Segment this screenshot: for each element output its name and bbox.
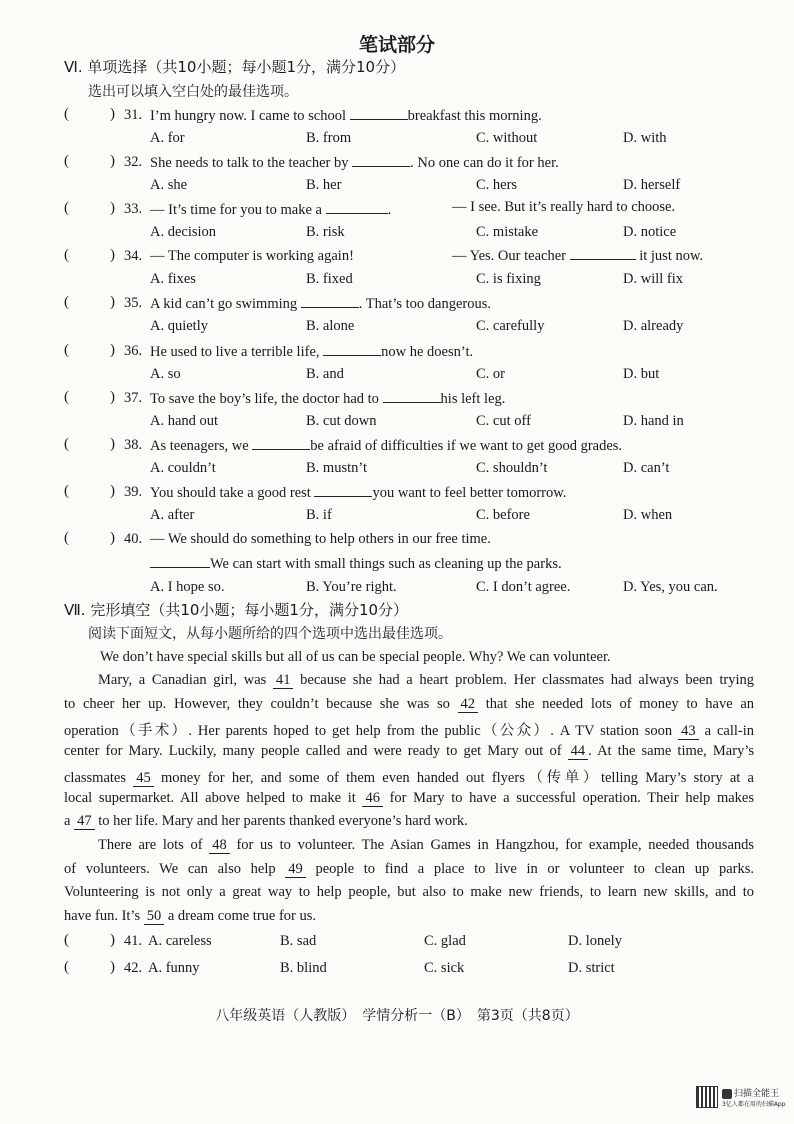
option-b[interactable]: B. if	[306, 507, 332, 523]
question-number: 34.	[124, 248, 143, 264]
question-text: To save the boy’s life, the doctor had to his left leg.	[150, 391, 506, 407]
option-c[interactable]: C. glad	[424, 933, 466, 949]
answer-paren-open: (	[64, 530, 69, 546]
answer-paren-open: (	[64, 342, 69, 358]
passage-line: a 47 to her life. Mary and her parents thanked everyone’s hard work.	[64, 813, 468, 829]
option-d[interactable]: D. but	[623, 366, 660, 382]
option-d[interactable]: D. notice	[623, 224, 677, 240]
question-number: 35.	[124, 295, 143, 311]
passage-line: have fun. It’s 50 a dream come true for us.	[64, 908, 317, 924]
answer-blank[interactable]	[570, 247, 636, 260]
answer-paren-close: )	[110, 200, 115, 216]
blank-50[interactable]: 50	[144, 908, 165, 925]
blank-43[interactable]: 43	[678, 723, 699, 740]
option-a[interactable]: A. I hope so.	[150, 579, 225, 595]
option-c[interactable]: C. is fixing	[476, 271, 541, 287]
option-a[interactable]: A. decision	[150, 224, 217, 240]
blank-45[interactable]: 45	[133, 770, 154, 787]
blank-47[interactable]: 47	[74, 813, 95, 830]
answer-paren-open: (	[64, 436, 69, 452]
blank-44[interactable]: 44	[568, 743, 589, 760]
blank-46[interactable]: 46	[362, 790, 383, 807]
option-b[interactable]: B. her	[306, 177, 342, 193]
answer-paren-open: (	[64, 247, 69, 263]
answer-paren-open: (	[64, 389, 69, 405]
option-a[interactable]: A. hand out	[150, 413, 219, 429]
question-number: 41.	[124, 933, 143, 949]
answer-paren-open: (	[64, 153, 69, 169]
option-c[interactable]: C. shouldn’t	[476, 460, 548, 476]
question-text: She needs to talk to the teacher by . No one can do it for her.	[150, 155, 559, 171]
option-b[interactable]: B. from	[306, 130, 352, 146]
option-a[interactable]: A. so	[150, 366, 181, 382]
option-b[interactable]: B. You’re right.	[306, 579, 397, 595]
scanner-logo-icon	[722, 1089, 732, 1099]
question-number: 42.	[124, 960, 143, 976]
option-b[interactable]: B. and	[306, 366, 344, 382]
question-text: A kid can’t go swimming . That’s too dangerous.	[150, 296, 492, 312]
option-b[interactable]: B. alone	[306, 318, 355, 334]
option-d[interactable]: D. strict	[568, 960, 615, 976]
option-b[interactable]: B. blind	[280, 960, 327, 976]
option-c[interactable]: C. mistake	[476, 224, 539, 240]
answer-paren-close: )	[110, 106, 115, 122]
answer-paren-close: )	[110, 483, 115, 499]
option-a[interactable]: A. fixes	[150, 271, 196, 287]
answer-paren-close: )	[110, 247, 115, 263]
question-text: You should take a good rest you want to feel better tomorrow.	[150, 485, 567, 501]
option-a[interactable]: A. careless	[148, 933, 212, 949]
option-d[interactable]: D. will fix	[623, 271, 684, 287]
answer-blank[interactable]	[150, 555, 210, 568]
option-c[interactable]: C. carefully	[476, 318, 545, 334]
answer-paren-close: )	[110, 153, 115, 169]
passage-line: classmates 45 money for her, and some of them even handed out flyers（传单）telling Mary’s story at a	[64, 770, 754, 786]
scanner-watermark: 扫描全能王 3亿人都在用的扫描App	[722, 1089, 786, 1108]
answer-paren-open: (	[64, 294, 69, 310]
question-text: As teenagers, we be afraid of difficulties if we want to get good grades.	[150, 438, 623, 454]
blank-49[interactable]: 49	[285, 861, 306, 878]
answer-blank[interactable]	[314, 484, 372, 497]
section7-instruction: 阅读下面短文，从每小题所给的四个选项中选出最佳选项。	[88, 626, 452, 642]
answer-paren-close: )	[110, 530, 115, 546]
question-text: — Yes. Our teacher it just now.	[452, 248, 704, 264]
question-number: 38.	[124, 437, 143, 453]
blank-41[interactable]: 41	[273, 672, 294, 689]
passage-line: of volunteers. We can also help 49 people to find a place to live in or volunteer to clean up parks.	[64, 861, 755, 877]
answer-blank[interactable]	[323, 343, 381, 356]
answer-paren-close: )	[110, 389, 115, 405]
passage-line: center for Mary. Luckily, many people called and were ready to get Mary out of 44 . At the same time, Mary’s	[64, 743, 754, 759]
question-text: — We should do something to help others in our free time.	[150, 531, 491, 547]
option-d[interactable]: D. hand in	[623, 413, 684, 429]
page-title: 笔试部分	[358, 34, 435, 56]
answer-paren-close: )	[110, 342, 115, 358]
option-d[interactable]: D. can’t	[623, 460, 670, 476]
section7-heading: Ⅶ. 完形填空（共10小题；每小题1分，满分10分）	[64, 601, 409, 619]
question-response: — I see. But it’s really hard to choose.	[452, 199, 676, 215]
option-a[interactable]: A. couldn’t	[150, 460, 216, 476]
question-text: We can start with small things such as cleaning up the parks.	[150, 555, 562, 573]
answer-paren-open: (	[64, 959, 69, 975]
page-footer: 八年级英语（人教版） 学情分析一（B） 第3页（共8页）	[215, 1008, 579, 1024]
passage-line: We don’t have special skills but all of us can be special people. Why? We can volunteer.	[100, 649, 611, 665]
question-number: 32.	[124, 154, 143, 170]
answer-paren-close: )	[110, 436, 115, 452]
option-c[interactable]: C. hers	[476, 177, 518, 193]
option-c[interactable]: C. before	[476, 507, 530, 523]
section6-heading: Ⅵ. 单项选择（共10小题；每小题1分，满分10分）	[64, 58, 406, 76]
question-text: — The computer is working again!	[150, 248, 354, 264]
answer-blank[interactable]	[301, 295, 359, 308]
passage-line: operation（手术）. Her parents hoped to get help from the public（公众）. A TV station soon 43 a call-in	[64, 723, 755, 739]
option-c[interactable]: C. cut off	[476, 413, 531, 429]
question-number: 36.	[124, 343, 143, 359]
passage-line: There are lots of 48 for us to volunteer. The Asian Games in Hangzhou, for example, needed thousands	[98, 837, 755, 853]
option-a[interactable]: A. funny	[148, 960, 200, 976]
option-b[interactable]: B. mustn’t	[306, 460, 367, 476]
answer-blank[interactable]	[350, 107, 408, 120]
option-b[interactable]: B. risk	[306, 224, 345, 240]
question-text: I’m hungry now. I came to school breakfast this morning.	[150, 108, 542, 124]
option-b[interactable]: B. cut down	[306, 413, 377, 429]
answer-blank[interactable]	[326, 201, 388, 214]
passage-line: Mary, a Canadian girl, was 41 because she had a heart problem. Her classmates had always been trying	[98, 672, 754, 688]
qr-code-icon	[696, 1086, 718, 1108]
answer-paren-close: )	[110, 294, 115, 310]
question-number: 39.	[124, 484, 143, 500]
option-d[interactable]: D. lonely	[568, 933, 622, 949]
answer-paren-close: )	[110, 959, 115, 975]
option-d[interactable]: D. already	[623, 318, 684, 334]
option-c[interactable]: C. I don’t agree.	[476, 579, 571, 595]
option-a[interactable]: A. quietly	[150, 318, 208, 334]
option-d[interactable]: D. with	[623, 130, 667, 146]
option-a[interactable]: A. for	[150, 130, 185, 146]
answer-paren-open: (	[64, 200, 69, 216]
option-d[interactable]: D. Yes, you can.	[623, 579, 718, 595]
question-number: 37.	[124, 390, 143, 406]
blank-42[interactable]: 42	[458, 696, 479, 713]
option-d[interactable]: D. when	[623, 507, 673, 523]
answer-blank[interactable]	[383, 390, 441, 403]
question-number: 33.	[124, 201, 143, 217]
option-c[interactable]: C. without	[476, 130, 538, 146]
option-b[interactable]: B. fixed	[306, 271, 353, 287]
answer-paren-close: )	[110, 932, 115, 948]
option-c[interactable]: C. sick	[424, 960, 465, 976]
answer-blank[interactable]	[252, 437, 310, 450]
option-d[interactable]: D. herself	[623, 177, 681, 193]
question-text: — It’s time for you to make a .	[150, 202, 392, 218]
passage-line: to cheer her up. However, they couldn’t because she was so 42 that she needed lots of money to have an	[64, 696, 754, 712]
passage-line: Volunteering is not only a great way to help people, but also to make new friends, to learn new skills, and to	[64, 884, 754, 900]
answer-paren-open: (	[64, 932, 69, 948]
option-a[interactable]: A. after	[150, 507, 195, 523]
question-text: He used to live a terrible life, now he doesn’t.	[150, 344, 474, 360]
answer-blank[interactable]	[352, 154, 410, 167]
section6-instruction: 选出可以填入空白处的最佳选项。	[88, 84, 298, 100]
option-a[interactable]: A. she	[150, 177, 188, 193]
question-number: 40.	[124, 531, 143, 547]
option-b[interactable]: B. sad	[280, 933, 317, 949]
question-number: 31.	[124, 107, 143, 123]
answer-paren-open: (	[64, 483, 69, 499]
blank-48[interactable]: 48	[209, 837, 230, 854]
passage-line: local supermarket. All above helped to make it 46 for Mary to have a successful operation. Their help makes	[64, 790, 754, 806]
answer-paren-open: (	[64, 106, 69, 122]
option-c[interactable]: C. or	[476, 366, 505, 382]
